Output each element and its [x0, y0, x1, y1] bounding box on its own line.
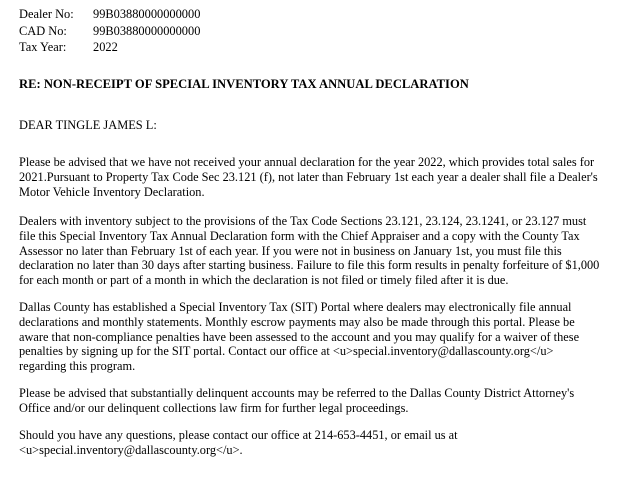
- tax-year-row: [19, 39, 200, 56]
- paragraph-sit-portal: [19, 300, 621, 374]
- account-info-block: [19, 6, 200, 56]
- paragraph-line: file this Special Inventory Tax Annual Declaration form with the Chief Appraiser and a copy with the County Tax: [19, 228, 580, 243]
- paragraph-line: penalties by signing up for the SIT portal. Contact our office at <u>special.inventory@dallascounty.org</u>: [19, 344, 554, 359]
- cad-no-value: 99B03880000000000: [93, 23, 201, 38]
- paragraph-line: Office and/or our delinquent collections law firm for further legal proceedings.: [19, 400, 409, 415]
- tax-year-value: 2022: [93, 40, 118, 55]
- paragraph-delinquent-accounts: [19, 386, 621, 416]
- paragraph-line: <u>special.inventory@dallascounty.org</u>.: [19, 442, 243, 457]
- paragraph-line: for each month or part of a month in which the declaration is not filed or timely filed after it is due.: [19, 273, 509, 288]
- paragraph-line: Motor Vehicle Inventory Declaration.: [19, 184, 205, 199]
- cad-no-row: [19, 23, 200, 40]
- dealer-no-row: [19, 6, 200, 23]
- paragraph-contact: [19, 428, 621, 458]
- paragraph-line: Assessor no later than February 1st of each year. If you were not in business on January 1st, you must file this: [19, 243, 562, 258]
- paragraph-line: Please be advised that substantially delinquent accounts may be referred to the Dallas County District Attorney's: [19, 386, 575, 400]
- paragraph-line: aware that non-compliance penalties have been assessed to the account and you may qualify for a waiver of these: [19, 329, 580, 344]
- paragraph-line: regarding this program.: [19, 359, 136, 374]
- paragraph-line: 2021.Pursuant to Property Tax Code Sec 23.121 (f), not later than February 1st each year a dealer shall file a Dealer's: [19, 169, 598, 184]
- paragraph-filing-requirements: [19, 214, 621, 288]
- paragraph-line: declaration no later than 30 days after starting business. Failure to file this form results in penalty forfeiture of $1,000: [19, 258, 600, 273]
- paragraph-line: declarations and monthly statements. Monthly escrow payments may also be made through this portal. Please be: [19, 314, 575, 329]
- dealer-no-value: 99B03880000000000: [93, 7, 201, 21]
- paragraph-declaration-not-received: [19, 155, 621, 199]
- dealer-no-label: Dealer No:: [19, 7, 74, 21]
- paragraph-line: Dealers with inventory subject to the provisions of the Tax Code Sections 23.121, 23.124, 23.1241, or 23.127 must: [19, 214, 587, 228]
- paragraph-line: Dallas County has established a Special Inventory Tax (SIT) Portal where dealers may electronically file annual: [19, 300, 572, 314]
- tax-year-label: Tax Year:: [19, 40, 67, 55]
- salutation: DEAR TINGLE JAMES L:: [19, 118, 157, 132]
- paragraph-line: Should you have any questions, please contact our office at 214-653-4451, or email us at: [19, 428, 458, 442]
- cad-no-label: CAD No:: [19, 23, 67, 38]
- paragraph-line: Please be advised that we have not received your annual declaration for the year 2022, which provides total sales for: [19, 155, 595, 169]
- subject-line: RE: NON-RECEIPT OF SPECIAL INVENTORY TAX ANNUAL DECLARATION: [19, 77, 469, 91]
